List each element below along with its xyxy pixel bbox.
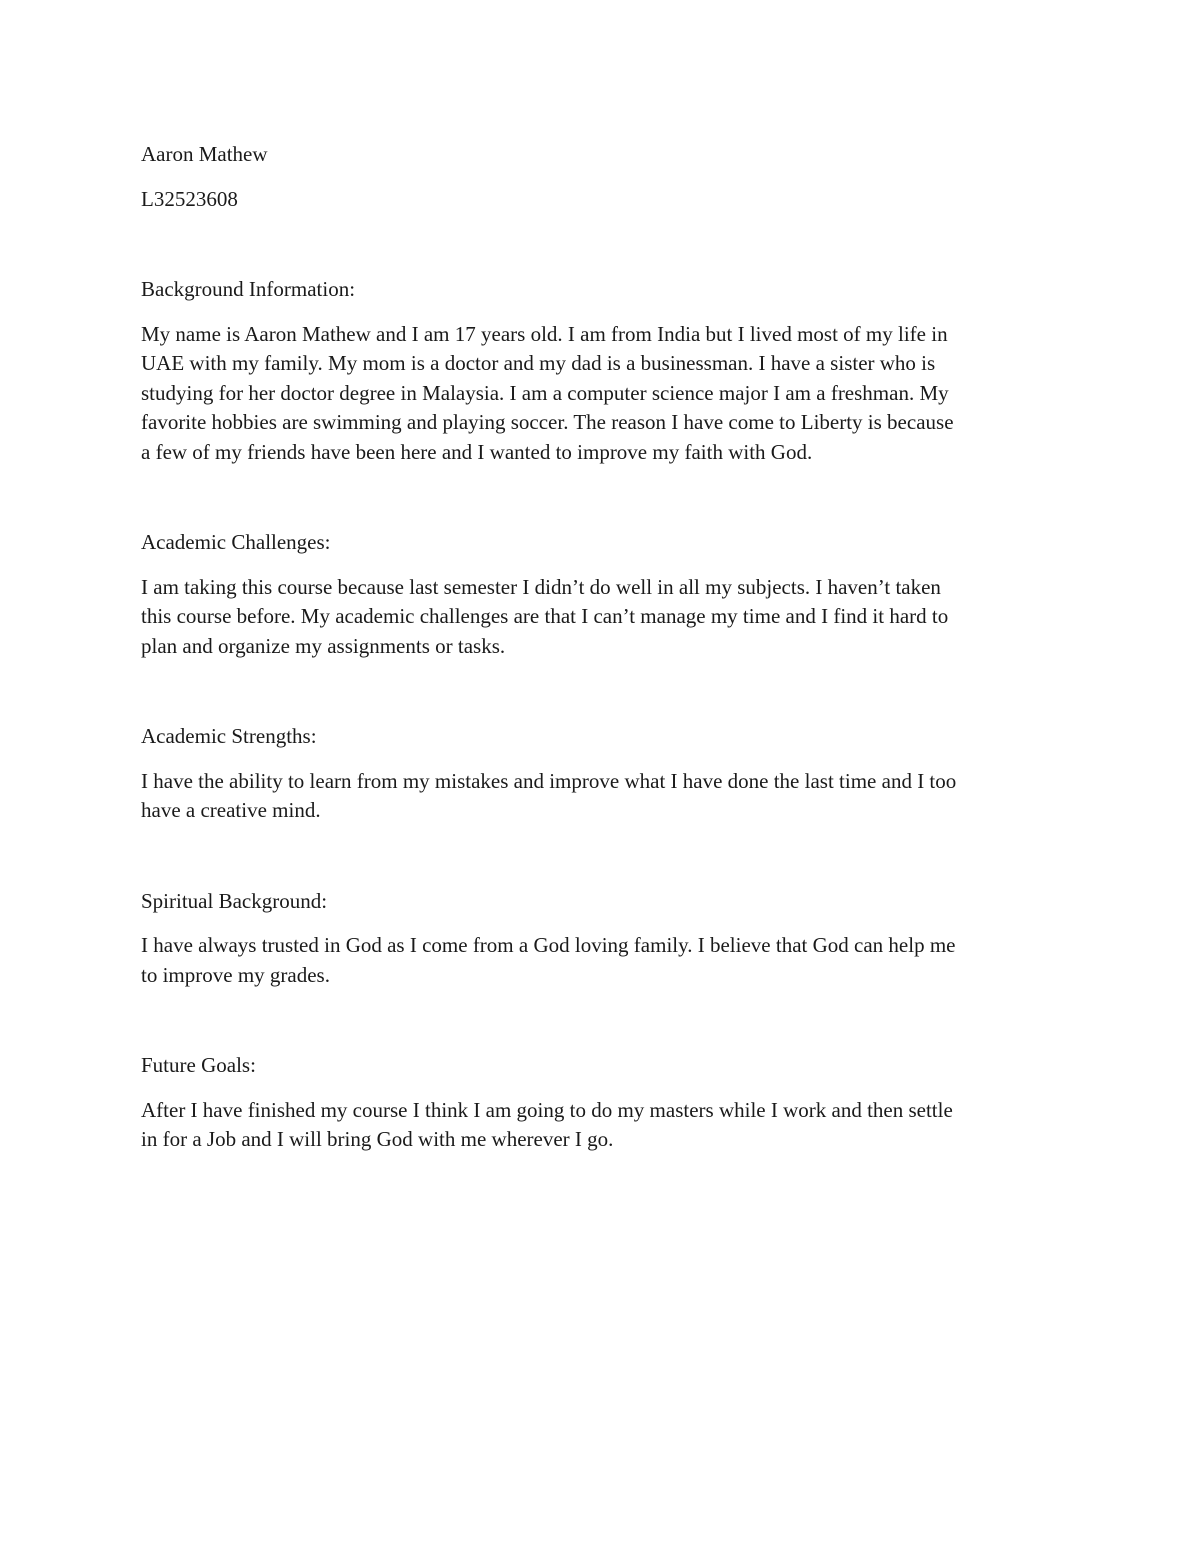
- section-heading-academic-challenges: Academic Challenges:: [141, 530, 331, 554]
- student-id: L32523608: [141, 186, 238, 211]
- section-body-background: [141, 320, 1071, 468]
- paragraph-line: have a creative mind.: [141, 798, 321, 822]
- section-body-future-goals: [141, 1096, 1071, 1155]
- paragraph-line: in for a Job and I will bring God with me wherever I go.: [141, 1127, 614, 1151]
- section-body-academic-strengths: [141, 767, 1071, 826]
- paragraph-line: a few of my friends have been here and I wanted to improve my faith with God.: [141, 439, 813, 464]
- section-heading-background: Background Information:: [141, 277, 356, 301]
- paragraph-line: UAE with my family. My mom is a doctor and my dad is a businessman. I have a sister who is: [141, 351, 936, 375]
- document-body: [141, 140, 1071, 1216]
- paragraph-line: favorite hobbies are swimming and playing soccer. The reason I have come to Liberty is because: [141, 410, 954, 434]
- section-heading-spiritual-background: Spiritual Background:: [141, 888, 328, 913]
- paragraph-line: My name is Aaron Mathew and I am 17 years old. I am from India but I lived most of my life in: [141, 321, 948, 346]
- paragraph-line: plan and organize my assignments or tasks.: [141, 633, 506, 658]
- section-body-academic-challenges: [141, 573, 1071, 662]
- paragraph-line: I have always trusted in God as I come from a God loving family. I believe that God can help me: [141, 933, 956, 957]
- paragraph-line: this course before. My academic challenges are that I can’t manage my time and I find it hard to: [141, 604, 949, 628]
- section-heading-future-goals: Future Goals:: [141, 1053, 256, 1077]
- paragraph-line: I am taking this course because last semester I didn’t do well in all my subjects. I haven’t taken: [141, 574, 941, 599]
- paragraph-line: I have the ability to learn from my mistakes and improve what I have done the last time and I too: [141, 768, 957, 793]
- author-name: Aaron Mathew: [141, 142, 268, 166]
- paragraph-line: studying for her doctor degree in Malaysia. I am a computer science major I am a freshman. My: [141, 380, 949, 405]
- section-body-spiritual-background: [141, 931, 1071, 990]
- paragraph-line: to improve my grades.: [141, 962, 330, 987]
- paragraph-line: After I have finished my course I think I am going to do my masters while I work and then settle: [141, 1097, 953, 1122]
- section-heading-academic-strengths: Academic Strengths:: [141, 724, 317, 748]
